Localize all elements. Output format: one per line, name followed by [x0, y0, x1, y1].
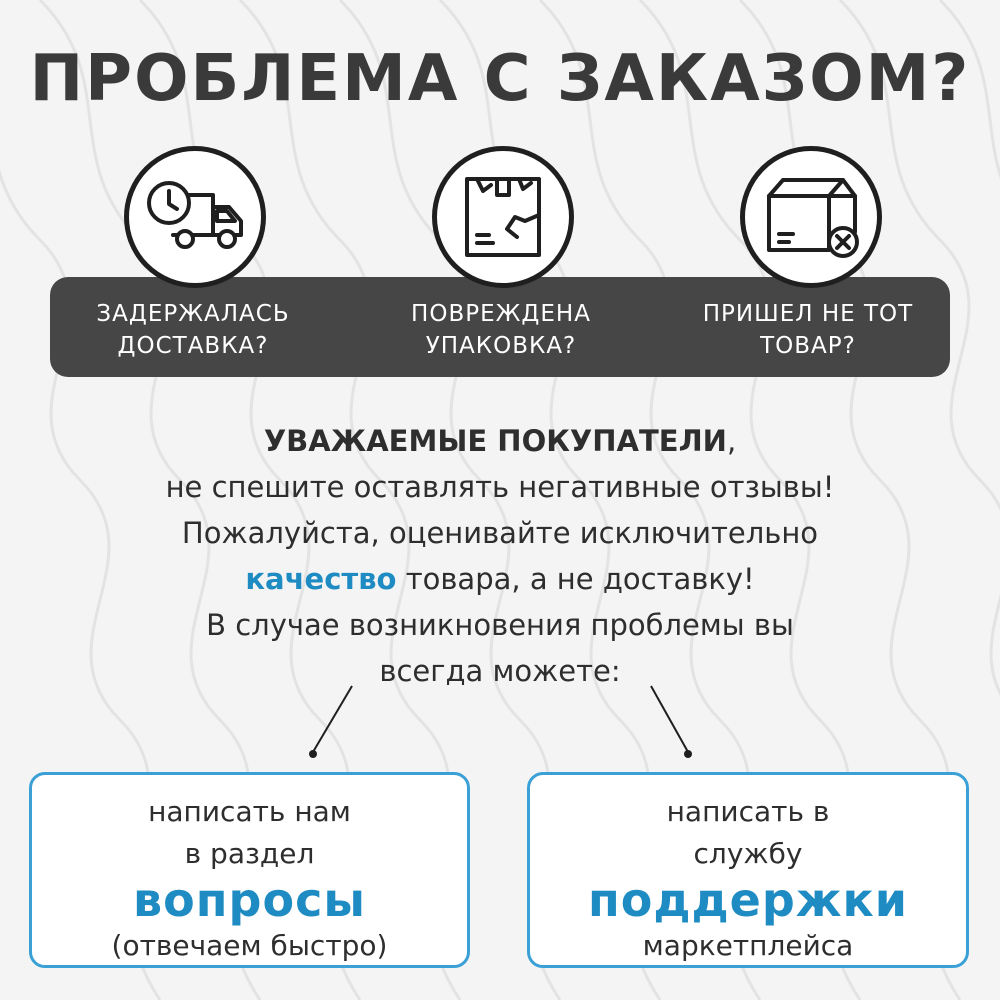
message-greeting: УВАЖАЕМЫЕ ПОКУПАТЕЛИ,: [263, 424, 737, 458]
wrong-box-icon: [740, 146, 882, 288]
option-card-support: написать в службу поддержки маркетплейса: [527, 772, 969, 968]
message-line-4: качество товара, а не доставку!: [245, 562, 755, 596]
issue-label-delay: ЗАДЕРЖАЛАСЬ ДОСТАВКА?: [96, 301, 290, 359]
damaged-box-icon: [432, 146, 574, 288]
issue-label-wrong-item: ПРИШЕЛ НЕ ТОТ ТОВАР?: [702, 301, 914, 359]
message-line-5: В случае возникновения проблемы вы: [206, 608, 794, 642]
delivery-truck-clock-icon: [124, 146, 266, 288]
option-highlight-support: поддержки: [587, 873, 909, 927]
page-title: ПРОБЛЕМА С ЗАКАЗОМ?: [29, 42, 971, 116]
message-line-3: Пожалуйста, оценивайте исключительно: [181, 516, 819, 550]
issue-label-damaged: ПОВРЕЖДЕНА УПАКОВКА?: [411, 301, 591, 359]
message-line-2: не спешите оставлять негативные отзывы!: [165, 470, 835, 504]
option-highlight-questions: вопросы: [133, 873, 366, 927]
message-line-6: всегда можете:: [379, 654, 621, 688]
option-card-questions: написать нам в раздел вопросы (отвечаем быстро): [29, 772, 470, 968]
accent-word: качество: [245, 562, 397, 596]
